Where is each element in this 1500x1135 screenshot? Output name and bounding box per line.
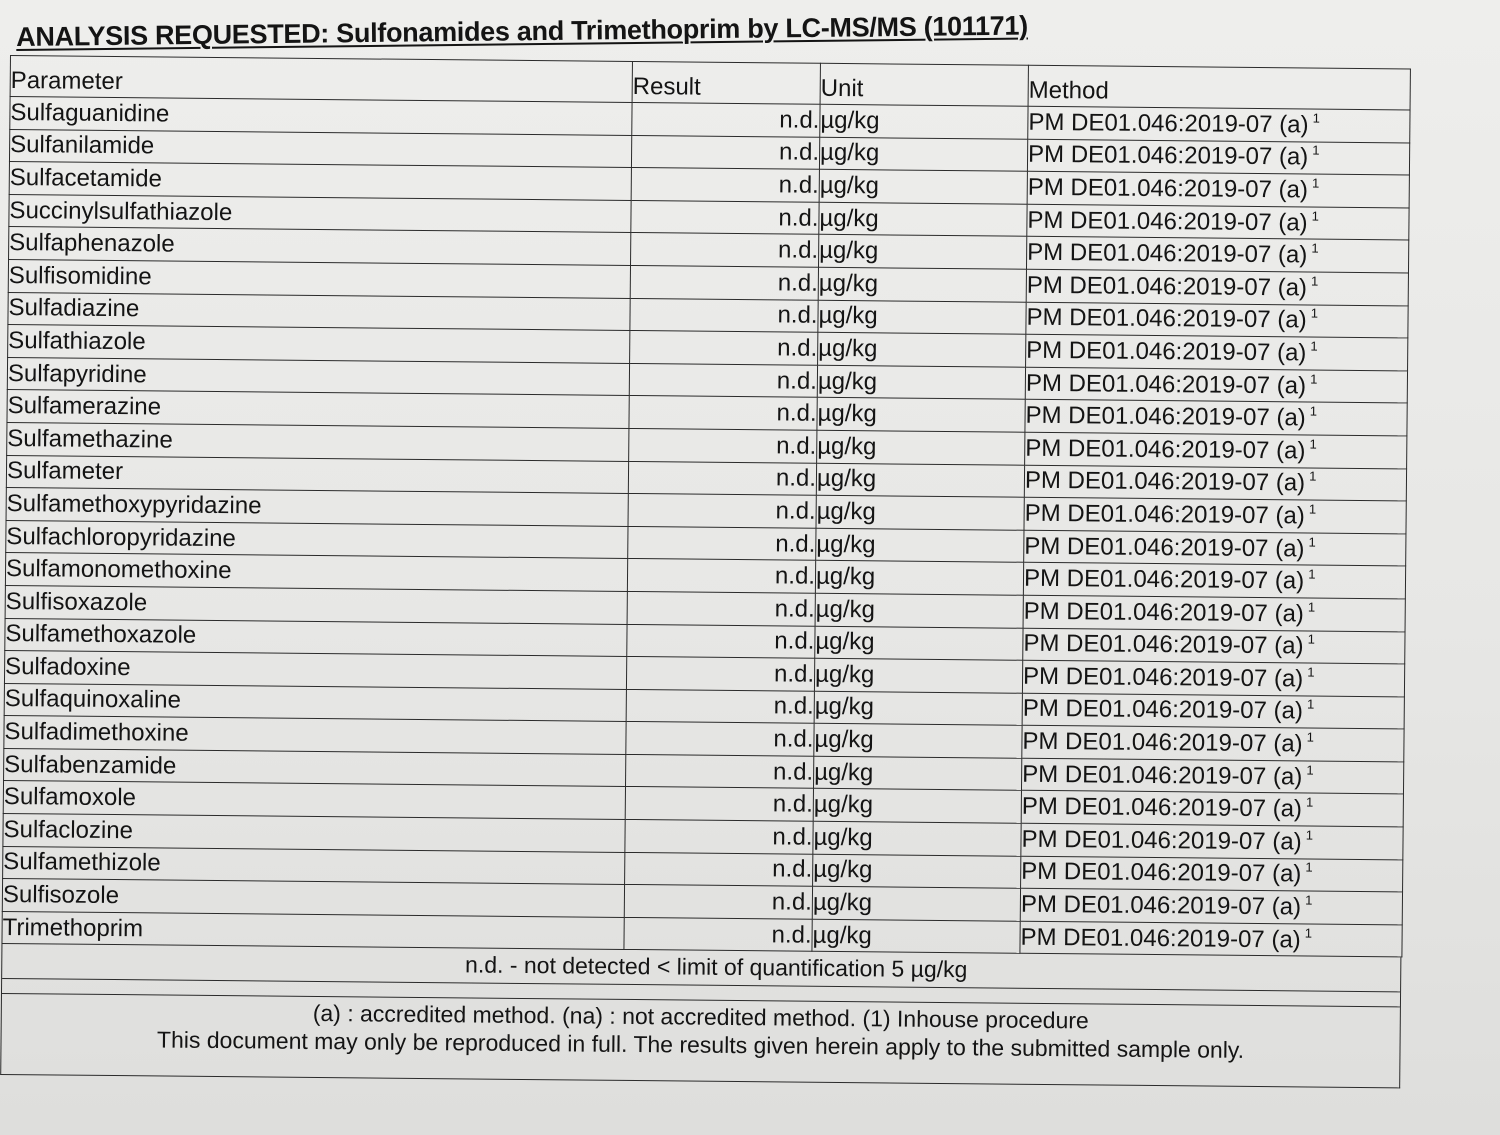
cell-result-text: n.d. [778, 236, 819, 264]
footnote-marker: 1 [1310, 273, 1319, 289]
cell-result [627, 559, 815, 593]
cell-unit [817, 365, 1025, 400]
cell-method-text: PM DE01.046:2019-07 (a) [1022, 727, 1303, 758]
cell-result [630, 265, 818, 299]
footnote-marker: 1 [1307, 664, 1315, 680]
cell-unit-text: µg/kg [814, 693, 875, 721]
cell-unit-text: µg/kg [815, 595, 876, 624]
cell-parameter-text: Succinylsulfathiazole [9, 196, 233, 226]
cell-method-text: PM DE01.046:2019-07 (a) [1020, 890, 1302, 921]
cell-result [627, 624, 815, 658]
cell-method [1024, 530, 1406, 566]
cell-result [628, 526, 816, 560]
cell-unit-text: µg/kg [818, 302, 878, 330]
cell-unit [813, 789, 1021, 824]
cell-unit [814, 724, 1022, 759]
cell-result-text: n.d. [775, 529, 816, 558]
footnote-marker: 1 [1310, 305, 1319, 321]
cell-unit-text: µg/kg [817, 367, 878, 395]
cell-parameter-text: Sulfaguanidine [10, 98, 170, 128]
cell-method-text: PM DE01.046:2019-07 (a) [1024, 499, 1305, 530]
cell-method [1025, 432, 1407, 468]
cell-parameter-text: Sulfameter [6, 457, 124, 486]
cell-method-text: PM DE01.046:2019-07 (a) [1021, 825, 1302, 856]
column-header-parameter: Parameter [10, 56, 632, 103]
cell-method-text: PM DE01.046:2019-07 (a) [1026, 304, 1307, 334]
cell-method-text: PM DE01.046:2019-07 (a) [1023, 597, 1304, 628]
cell-result [632, 102, 820, 136]
cell-result-text: n.d. [772, 855, 813, 884]
cell-result [628, 461, 816, 495]
cell-method [1026, 237, 1408, 273]
cell-method [1027, 139, 1409, 175]
cell-parameter-text: Sulfisozole [2, 881, 120, 910]
cell-unit-text: µg/kg [818, 269, 879, 298]
cell-result [627, 591, 815, 625]
cell-parameter-text: Sulfadimethoxine [4, 718, 189, 747]
cell-method [1021, 856, 1403, 892]
cell-unit [817, 430, 1025, 465]
cell-unit-text: µg/kg [820, 106, 880, 135]
cell-method-text: PM DE01.046:2019-07 (a) [1026, 336, 1307, 367]
cell-unit-text: µg/kg [813, 791, 874, 819]
cell-result-text: n.d. [777, 334, 818, 362]
cell-method-text: PM DE01.046:2019-07 (a) [1024, 532, 1305, 562]
cell-result-text: n.d. [776, 432, 817, 460]
cell-parameter-text: Sulfachloropyridazine [6, 522, 236, 552]
cell-method-text: PM DE01.046:2019-07 (a) [1022, 662, 1304, 693]
cell-unit-text: µg/kg [815, 562, 876, 591]
cell-method-text: PM DE01.046:2019-07 (a) [1020, 923, 1301, 954]
cell-result [625, 820, 813, 854]
cell-result [628, 494, 816, 528]
footnote-marker: 1 [1312, 110, 1320, 126]
footnote-marker: 1 [1306, 762, 1314, 778]
cell-unit-text: µg/kg [819, 236, 879, 265]
cell-parameter-text: Sulfisoxazole [5, 587, 148, 617]
cell-unit [816, 463, 1024, 498]
footnote-marker: 1 [1308, 534, 1316, 550]
cell-method [1027, 171, 1409, 207]
cell-result-text: n.d. [777, 301, 818, 330]
cell-method [1020, 921, 1402, 957]
cell-unit-text: µg/kg [818, 334, 878, 363]
cell-method [1026, 269, 1408, 305]
footnote-marker: 1 [1310, 371, 1318, 387]
cell-result-text: n.d. [771, 888, 813, 916]
footnote-marker: 1 [1305, 892, 1313, 908]
cell-parameter-text: Sulfamoxole [3, 783, 137, 812]
cell-parameter-text: Sulfadiazine [8, 294, 140, 323]
cell-method [1028, 106, 1410, 142]
cell-result-text: n.d. [775, 464, 817, 493]
cell-method [1027, 204, 1409, 240]
cell-unit [820, 104, 1028, 139]
cell-parameter-text: Sulfamethoxypyridazine [6, 489, 262, 520]
cell-parameter [2, 911, 624, 950]
column-header-method: Method [1028, 65, 1410, 110]
cell-method-text: PM DE01.046:2019-07 (a) [1027, 238, 1308, 269]
cell-method-text: PM DE01.046:2019-07 (a) [1028, 108, 1309, 139]
cell-parameter-text: Sulfamonomethoxine [5, 555, 232, 585]
footnote-marker: 1 [1308, 501, 1317, 517]
cell-result [629, 363, 817, 397]
cell-unit-text: µg/kg [819, 139, 880, 167]
footnote-marker: 1 [1305, 827, 1314, 843]
cell-method [1021, 758, 1403, 794]
cell-method [1025, 400, 1407, 436]
cell-unit-text: µg/kg [816, 465, 877, 493]
cell-unit-text: µg/kg [813, 856, 873, 884]
cell-method-text: PM DE01.046:2019-07 (a) [1021, 858, 1302, 888]
cell-unit [816, 495, 1024, 530]
cell-method-text: PM DE01.046:2019-07 (a) [1025, 401, 1306, 432]
cell-unit [819, 137, 1027, 172]
cell-result-text: n.d. [773, 660, 815, 688]
cell-parameter-text: Sulfamerazine [7, 392, 162, 421]
cell-result [629, 396, 817, 430]
cell-method [1022, 726, 1404, 762]
cell-result-text: n.d. [773, 725, 814, 753]
cell-result [631, 200, 819, 234]
cell-unit [813, 756, 1021, 791]
footnote-marker: 1 [1311, 208, 1319, 224]
cell-parameter-text: Sulfabenzamide [4, 750, 177, 780]
cell-parameter-text: Sulfisomidine [8, 261, 152, 291]
cell-method [1024, 497, 1406, 533]
cell-result-text: n.d. [778, 171, 819, 199]
cell-result-text: n.d. [775, 497, 816, 525]
cell-method [1026, 334, 1408, 370]
footnote-marker: 1 [1305, 794, 1314, 810]
cell-unit-text: µg/kg [813, 823, 873, 852]
results-section [0, 55, 1410, 1089]
cell-unit-text: µg/kg [816, 497, 876, 526]
cell-unit [815, 561, 1023, 596]
cell-method-text: PM DE01.046:2019-07 (a) [1027, 206, 1308, 237]
cell-method-text: PM DE01.046:2019-07 (a) [1021, 793, 1303, 823]
cell-method-text: PM DE01.046:2019-07 (a) [1026, 271, 1308, 302]
footnote-marker: 1 [1307, 631, 1315, 647]
footnote-marker: 1 [1306, 729, 1314, 745]
cell-method [1020, 888, 1402, 924]
cell-parameter-text: Sulfamethazine [7, 424, 173, 454]
cell-unit-text: µg/kg [812, 888, 873, 917]
cell-parameter-text: Sulfadoxine [5, 652, 131, 682]
cell-method [1025, 367, 1407, 403]
cell-method-text: PM DE01.046:2019-07 (a) [1024, 467, 1306, 497]
footnote-marker: 1 [1307, 599, 1316, 615]
cell-method-text: PM DE01.046:2019-07 (a) [1025, 369, 1307, 400]
cell-parameter-text: Sulfacetamide [9, 163, 163, 193]
analysis-title: ANALYSIS REQUESTED: Sulfonamides and Trimethoprim by LC-MS/MS (101171) [16, 10, 1028, 52]
cell-unit-text: µg/kg [812, 921, 872, 949]
cell-result [626, 722, 814, 756]
footnote-marker: 1 [1309, 436, 1317, 452]
cell-unit-text: µg/kg [814, 660, 875, 689]
cell-result [631, 233, 819, 267]
cell-unit [815, 593, 1023, 628]
cell-method [1026, 302, 1408, 338]
cell-parameter-text: Sulfamethizole [3, 848, 161, 877]
cell-unit-text: µg/kg [815, 628, 875, 656]
cell-method [1023, 563, 1405, 599]
column-header-result: Result [632, 61, 820, 104]
footnote-marker: 1 [1309, 468, 1317, 484]
cell-result-text: n.d. [774, 627, 815, 656]
footnote-marker: 1 [1309, 403, 1318, 419]
cell-unit-text: µg/kg [817, 432, 877, 461]
cell-method-text: PM DE01.046:2019-07 (a) [1023, 564, 1305, 595]
cell-unit-text: µg/kg [819, 171, 880, 200]
cell-result [626, 689, 814, 723]
cell-method-text: PM DE01.046:2019-07 (a) [1022, 760, 1303, 791]
cell-result [624, 917, 812, 951]
cell-result-text: n.d. [773, 692, 814, 721]
cell-unit-text: µg/kg [816, 530, 876, 558]
cell-unit [813, 821, 1021, 856]
cell-unit [816, 528, 1024, 563]
cell-result-text: n.d. [776, 399, 817, 427]
cell-result-text: n.d. [771, 920, 812, 949]
cell-result-text: n.d. [772, 758, 814, 786]
cell-result-text: n.d. [778, 203, 819, 232]
cell-unit [818, 267, 1026, 302]
nd-definition-note: n.d. - not detected < limit of quantification 5 µg/kg [2, 944, 1400, 992]
cell-unit [814, 691, 1022, 726]
footnote-marker: 1 [1305, 859, 1313, 875]
cell-unit-text: µg/kg [819, 204, 879, 232]
disclaimer-note: This document may only be reproduced in full. The results given herein apply to the submitted sample only. [156, 1026, 1245, 1064]
cell-unit [813, 854, 1021, 889]
cell-method-text: PM DE01.046:2019-07 (a) [1023, 630, 1304, 660]
cell-result-text: n.d. [779, 106, 820, 134]
cell-result-text: n.d. [776, 366, 818, 395]
cell-parameter-text: Sulfaphenazole [9, 229, 175, 258]
cell-result [630, 331, 818, 365]
cell-result-text: n.d. [774, 562, 816, 590]
cell-result [631, 168, 819, 202]
cell-parameter-text: Trimethoprim [2, 913, 144, 942]
cell-unit [818, 235, 1026, 270]
cell-result [629, 428, 817, 462]
cell-method-text: PM DE01.046:2019-07 (a) [1022, 695, 1304, 725]
cell-unit [815, 626, 1023, 661]
footnote-marker: 1 [1311, 240, 1319, 256]
cell-result-text: n.d. [774, 595, 815, 623]
cell-parameter-text: Sulfaclozine [3, 815, 134, 845]
footnotes-block [0, 944, 1401, 1088]
cell-result-text: n.d. [777, 269, 818, 297]
cell-parameter-text: Sulfapyridine [7, 359, 147, 388]
cell-method [1024, 465, 1406, 501]
results-table [1, 55, 1410, 958]
cell-result [624, 885, 812, 919]
cell-result [631, 135, 819, 169]
cell-method [1022, 660, 1404, 696]
footnote-marker: 1 [1306, 696, 1315, 713]
cell-method [1021, 823, 1403, 859]
cell-unit [819, 169, 1027, 204]
cell-unit-text: µg/kg [814, 725, 874, 754]
footnote-marker: 1 [1312, 142, 1320, 158]
footnote-marker: 1 [1310, 338, 1318, 354]
cell-unit-text: µg/kg [814, 758, 874, 786]
cell-result-text: n.d. [772, 823, 813, 851]
cell-parameter-text: Sulfaquinoxaline [4, 685, 182, 715]
cell-parameter-text: Sulfathiazole [8, 326, 146, 356]
cell-parameter-text: Sulfamethoxazole [5, 620, 197, 650]
cell-result [625, 787, 813, 821]
cell-unit [812, 919, 1020, 954]
cell-unit [817, 398, 1025, 433]
footnote-marker: 1 [1304, 925, 1313, 941]
cell-parameter-text: Sulfanilamide [10, 131, 155, 160]
cell-unit [818, 332, 1026, 367]
cell-method [1021, 791, 1403, 827]
cell-method [1022, 693, 1404, 729]
cell-result [626, 657, 814, 691]
cell-result-text: n.d. [772, 790, 813, 819]
cell-unit [814, 658, 1022, 693]
cell-result [626, 754, 814, 788]
cell-result [630, 298, 818, 332]
cell-unit-text: µg/kg [817, 399, 877, 428]
accreditation-note: (a) : accredited method. (na) : not accredited method. (1) Inhouse procedure [312, 1000, 1089, 1034]
column-header-unit: Unit [820, 63, 1028, 106]
cell-method-text: PM DE01.046:2019-07 (a) [1027, 173, 1309, 204]
cell-result [625, 852, 813, 886]
footnote-marker: 1 [1311, 175, 1320, 191]
cell-method-text: PM DE01.046:2019-07 (a) [1027, 141, 1309, 171]
cell-result-text: n.d. [778, 138, 820, 167]
results-table-body [2, 97, 1410, 958]
cell-unit [818, 300, 1026, 335]
footnote-marker: 1 [1308, 566, 1316, 582]
cell-unit [812, 886, 1020, 921]
cell-unit [819, 202, 1027, 237]
cell-method [1023, 628, 1405, 664]
cell-method-text: PM DE01.046:2019-07 (a) [1025, 434, 1306, 465]
cell-method [1023, 595, 1405, 631]
